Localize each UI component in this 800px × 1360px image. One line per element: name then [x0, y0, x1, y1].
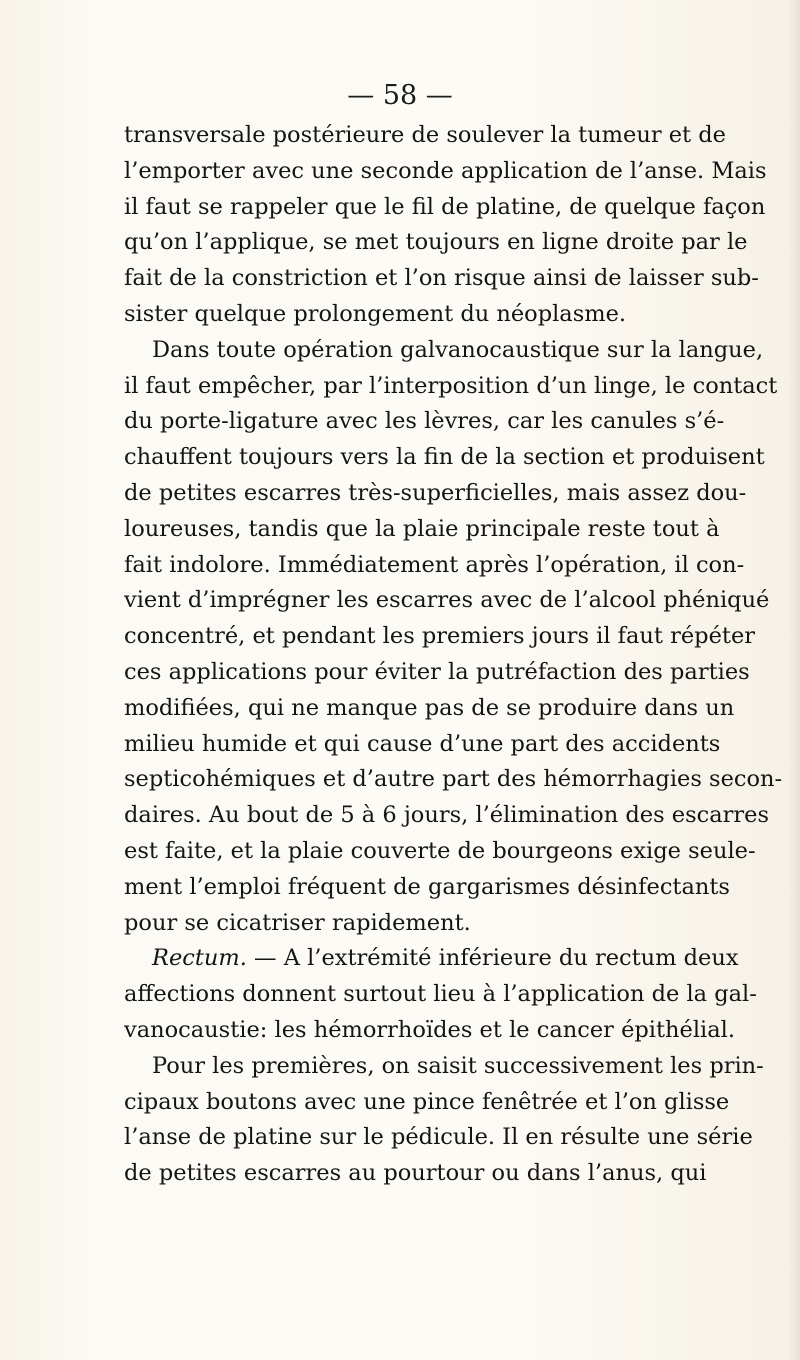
text-line: l’emporter avec une seconde application de l’anse. Mais [124, 157, 767, 184]
rectum-heading-line [124, 941, 739, 977]
text-line: chauffent toujours vers la fin de la section et produisent [124, 444, 765, 471]
text-line: sister quelque prolongement du néoplasme. [124, 300, 627, 327]
text-line: l’anse de platine sur le pédicule. Il en résulte une série [124, 1124, 753, 1151]
text-line: ces applications pour éviter la putréfaction des parties [124, 658, 750, 685]
text-line: affections donnent surtout lieu à l’application de la gal- [124, 981, 757, 1008]
text-line: Pour les premières, on saisit successivement les prin- [152, 1052, 764, 1079]
text-line: de petites escarres très-superficielles, mais assez dou- [124, 479, 747, 506]
text-line: daires. Au bout de 5 à 6 jours, l’élimination des escarres [124, 802, 770, 829]
text-line: qu’on l’applique, se met toujours en ligne droite par le [124, 229, 748, 256]
text-line: cipaux boutons avec une pince fenêtrée et l’on glisse [124, 1088, 730, 1115]
text-line: ment l’emploi fréquent de gargarismes désinfectants [124, 873, 730, 900]
text-line: modifiées, qui ne manque pas de se produire dans un [124, 694, 735, 721]
text-line: il faut empêcher, par l’interposition d’un linge, le contact [124, 372, 778, 399]
section-heading-rectum: Rectum. [152, 945, 247, 972]
text-line: vient d’imprégner les escarres avec de l’alcool phéniqué [124, 587, 770, 614]
text-line: du porte-ligature avec les lèvres, car les canules s’é- [124, 408, 725, 435]
text-line: loureuses, tandis que la plaie principale reste tout à [124, 515, 720, 542]
text-line: septicohémiques et d’autre part des hémorrhagies secon- [124, 766, 783, 793]
body-text [124, 118, 783, 1192]
text-line-rest: — A l’extrémité inférieure du rectum deux [246, 945, 739, 972]
text-line: est faite, et la plaie couverte de bourgeons exige seule- [124, 837, 756, 864]
text-line: de petites escarres au pourtour ou dans l’anus, qui [124, 1160, 707, 1187]
text-line: vanocaustie: les hémorrhoïdes et le cancer épithélial. [124, 1016, 735, 1043]
text-line: il faut se rappeler que le fil de platine, de quelque façon [124, 193, 766, 220]
text-line: fait indolore. Immédiatement après l’opération, il con- [124, 551, 745, 578]
page-edge-shadow [788, 0, 800, 1360]
page-number: — 58 — [347, 80, 453, 111]
text-line: pour se cicatriser rapidement. [124, 909, 471, 936]
text-line: milieu humide et qui cause d’une part des accidents [124, 730, 721, 757]
text-line: transversale postérieure de soulever la tumeur et de [124, 122, 726, 148]
text-line: concentré, et pendant les premiers jours il faut répéter [124, 623, 756, 650]
text-line: fait de la constriction et l’on risque ainsi de laisser sub- [124, 265, 759, 292]
text-line: Dans toute opération galvanocaustique sur la langue, [152, 336, 764, 363]
